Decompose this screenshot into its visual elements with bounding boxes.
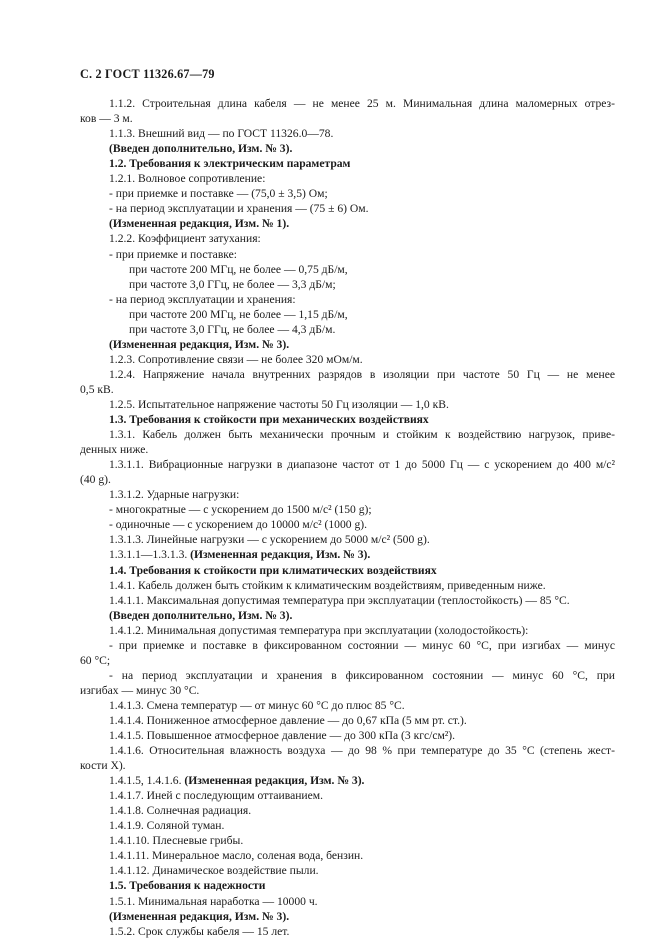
text-line-content: при частоте 3,0 ГГц, не более — 4,3 дБ/м. bbox=[129, 322, 336, 336]
text-line-l29 bbox=[80, 517, 615, 532]
text-line-content: - на период эксплуатации и хранения: bbox=[109, 292, 296, 306]
text-line-content: - многократные — с ускорением до 1500 м/с² (150 g); bbox=[109, 503, 372, 517]
text-line-l20 bbox=[80, 382, 615, 397]
text-line-l44 bbox=[80, 743, 615, 758]
text-line-content: изгибах — минус 30 °С. bbox=[80, 683, 200, 697]
text-line-l35 bbox=[80, 608, 615, 623]
text-line-content: (Измененная редакция, Изм. № 3). bbox=[109, 337, 290, 351]
text-line-content: денных ниже. bbox=[80, 443, 149, 457]
text-line-content: при частоте 3,0 ГГц, не более — 3,3 дБ/м; bbox=[129, 277, 336, 291]
text-line-l33 bbox=[80, 578, 615, 593]
text-line-content: - одиночные — с ускорением до 10000 м/с² (1000 g). bbox=[109, 518, 368, 532]
text-line-content: 1.1.3. Внешний вид — по ГОСТ 11326.0—78. bbox=[109, 127, 334, 141]
document-body bbox=[80, 96, 615, 939]
text-line-content: 1.2.5. Испытательное напряжение частоты 50 Гц изоляции — 1,0 кВ. bbox=[109, 397, 449, 411]
text-line-l41 bbox=[80, 698, 615, 713]
text-line-l54 bbox=[80, 894, 615, 909]
text-line-content: 1.4.1.6. Относительная влажность воздуха — до 98 % при температуре до 35 °С (степень жест- bbox=[109, 744, 615, 758]
text-line-content: 1.2.1. Волновое сопротивление: bbox=[109, 172, 266, 186]
text-line-content: 1.2. Требования к электрическим параметрам bbox=[109, 157, 351, 171]
text-line-content: 1.4.1.1. Максимальная допустимая температура при эксплуатации (теплостойкость) — 85 °С. bbox=[109, 593, 570, 607]
text-line-l11 bbox=[80, 247, 615, 262]
text-line-l42 bbox=[80, 713, 615, 728]
text-line-l38 bbox=[80, 653, 615, 668]
text-line-l46 bbox=[80, 773, 615, 788]
text-line-l16 bbox=[80, 322, 615, 337]
text-line-content: 1.3.1.2. Ударные нагрузки: bbox=[109, 488, 240, 502]
text-line-content: 1.4.1.10. Плесневые грибы. bbox=[109, 834, 244, 848]
text-line-content: (Введен дополнительно, Изм. № 3). bbox=[109, 142, 293, 156]
text-line-l13 bbox=[80, 277, 615, 292]
text-line-l9 bbox=[80, 216, 615, 231]
text-line-l49 bbox=[80, 818, 615, 833]
text-line-l24 bbox=[80, 442, 615, 457]
text-line-content: 1.4.1.7. Иней с последующим оттаиванием. bbox=[109, 789, 324, 803]
text-line-content: при частоте 200 МГц, не более — 1,15 дБ/м, bbox=[129, 307, 348, 321]
text-line-content: 1.4.1.5. Повышенное атмосферное давление — до 300 кПа (3 кгс/см²). bbox=[109, 729, 456, 743]
text-line-l34 bbox=[80, 593, 615, 608]
text-line-content: (Измененная редакция, Изм. № 1). bbox=[109, 217, 290, 231]
text-line-l26 bbox=[80, 472, 615, 487]
text-line-content: 1.3. Требования к стойкости при механических воздействиях bbox=[109, 413, 429, 427]
text-line-l37 bbox=[80, 638, 615, 653]
text-line-content: - при приемке и поставке — (75,0 ± 3,5) Ом; bbox=[109, 187, 328, 201]
text-line-l45 bbox=[80, 758, 615, 773]
text-line-content: 1.4.1.5, 1.4.1.6. bbox=[109, 774, 185, 788]
text-line-content: 1.4. Требования к стойкости при климатических воздействиях bbox=[109, 563, 437, 577]
text-line-content: 1.4.1.12. Динамическое воздействие пыли. bbox=[109, 864, 319, 878]
text-line-content: 1.2.3. Сопротивление связи — не более 320 мОм/м. bbox=[109, 352, 363, 366]
text-line-content: 1.4.1.8. Солнечная радиация. bbox=[109, 804, 252, 818]
text-line-l28 bbox=[80, 502, 615, 517]
text-line-l22 bbox=[80, 412, 615, 427]
text-line-content: 1.4.1. Кабель должен быть стойким к климатическим воздействиям, приведенным ниже. bbox=[109, 578, 546, 592]
text-line-l31 bbox=[80, 547, 615, 562]
text-line-content: 1.4.1.11. Минеральное масло, соленая вода, бензин. bbox=[109, 849, 364, 863]
text-line-content: (40 g). bbox=[80, 473, 111, 487]
text-line-content: 60 °С; bbox=[80, 653, 111, 667]
text-line-content: 1.4.1.2. Минимальная допустимая температура при эксплуатации (холодостойкость): bbox=[109, 623, 529, 637]
text-line-l21 bbox=[80, 397, 615, 412]
text-line-content: кости X). bbox=[80, 759, 126, 773]
text-line-content: 1.3.1.3. Линейные нагрузки — с ускорением до 5000 м/с² (500 g). bbox=[109, 533, 430, 547]
text-line-content: - на период эксплуатации и хранения — (75 ± 6) Ом. bbox=[109, 202, 369, 216]
text-line-l36 bbox=[80, 623, 615, 638]
text-line-content: 1.4.1.3. Смена температур — от минус 60 °С до плюс 85 °С. bbox=[109, 698, 405, 712]
page-header: С. 2 ГОСТ 11326.67—79 bbox=[80, 67, 215, 81]
text-line-l8 bbox=[80, 201, 615, 216]
text-line-content: 1.4.1.4. Пониженное атмосферное давление — до 0,67 кПа (5 мм рт. ст.). bbox=[109, 713, 467, 727]
text-line-l53 bbox=[80, 878, 615, 893]
amendment-note: (Измененная редакция, Изм. № 3). bbox=[190, 548, 371, 562]
text-line-content: (Введен дополнительно, Изм. № 3). bbox=[109, 608, 293, 622]
text-line-l25 bbox=[80, 457, 615, 472]
text-line-l12 bbox=[80, 262, 615, 277]
text-line-l47 bbox=[80, 788, 615, 803]
text-line-l17 bbox=[80, 337, 615, 352]
text-line-l52 bbox=[80, 863, 615, 878]
text-line-content: ков — 3 м. bbox=[80, 112, 133, 126]
text-line-l56 bbox=[80, 924, 615, 939]
text-line-content: 1.3.1.1. Вибрационные нагрузки в диапазоне частот от 1 до 5000 Гц — с ускорением до 400 м/с² bbox=[109, 458, 615, 472]
amendment-note: (Измененная редакция, Изм. № 3). bbox=[184, 774, 365, 788]
text-line-l19 bbox=[80, 367, 615, 382]
text-line-l27 bbox=[80, 487, 615, 502]
text-line-l7 bbox=[80, 186, 615, 201]
text-line-l51 bbox=[80, 848, 615, 863]
text-line-l14 bbox=[80, 292, 615, 307]
text-line-content: 1.4.1.9. Соляной туман. bbox=[109, 819, 225, 833]
text-line-content: 1.2.4. Напряжение начала внутренних разрядов в изоляции при частоте 50 Гц — не менее bbox=[109, 367, 615, 381]
text-line-content: 1.2.2. Коэффициент затухания: bbox=[109, 232, 261, 246]
text-line-l10 bbox=[80, 231, 615, 246]
text-line-content: (Измененная редакция, Изм. № 3). bbox=[109, 909, 290, 923]
text-line-l40 bbox=[80, 683, 615, 698]
text-line-content: - при приемке и поставке: bbox=[109, 247, 238, 261]
text-line-content: 1.5.1. Минимальная наработка — 10000 ч. bbox=[109, 894, 318, 908]
text-line-l43 bbox=[80, 728, 615, 743]
text-line-l2 bbox=[80, 111, 615, 126]
text-line-l3 bbox=[80, 126, 615, 141]
text-line-l5 bbox=[80, 156, 615, 171]
text-line-content: - при приемке и поставке в фиксированном состоянии — минус 60 °С, при изгибах — минус bbox=[109, 638, 615, 652]
text-line-l1 bbox=[80, 96, 615, 111]
text-line-content: 1.3.1. Кабель должен быть механически прочным и стойким к воздействию нагрузок, приве- bbox=[109, 428, 615, 442]
text-line-l6 bbox=[80, 171, 615, 186]
text-line-l50 bbox=[80, 833, 615, 848]
text-line-content: 1.5.2. Срок службы кабеля — 15 лет. bbox=[109, 924, 290, 938]
text-line-l30 bbox=[80, 532, 615, 547]
text-line-l39 bbox=[80, 668, 615, 683]
text-line-l4 bbox=[80, 141, 615, 156]
text-line-content: - на период эксплуатации и хранения в фиксированном состоянии — минус 60 °С, при bbox=[109, 668, 615, 682]
text-line-content: при частоте 200 МГц, не более — 0,75 дБ/м, bbox=[129, 262, 348, 276]
text-line-l48 bbox=[80, 803, 615, 818]
text-line-content: 1.5. Требования к надежности bbox=[109, 879, 266, 893]
text-line-l23 bbox=[80, 427, 615, 442]
text-line-l32 bbox=[80, 563, 615, 578]
text-line-l15 bbox=[80, 307, 615, 322]
text-line-content: 1.3.1.1—1.3.1.3. bbox=[109, 548, 191, 562]
text-line-content: 1.1.2. Строительная длина кабеля — не менее 25 м. Минимальная длина маломерных отрез- bbox=[109, 97, 615, 111]
text-line-l55 bbox=[80, 909, 615, 924]
text-line-content: 0,5 кВ. bbox=[80, 382, 114, 396]
text-line-l18 bbox=[80, 352, 615, 367]
